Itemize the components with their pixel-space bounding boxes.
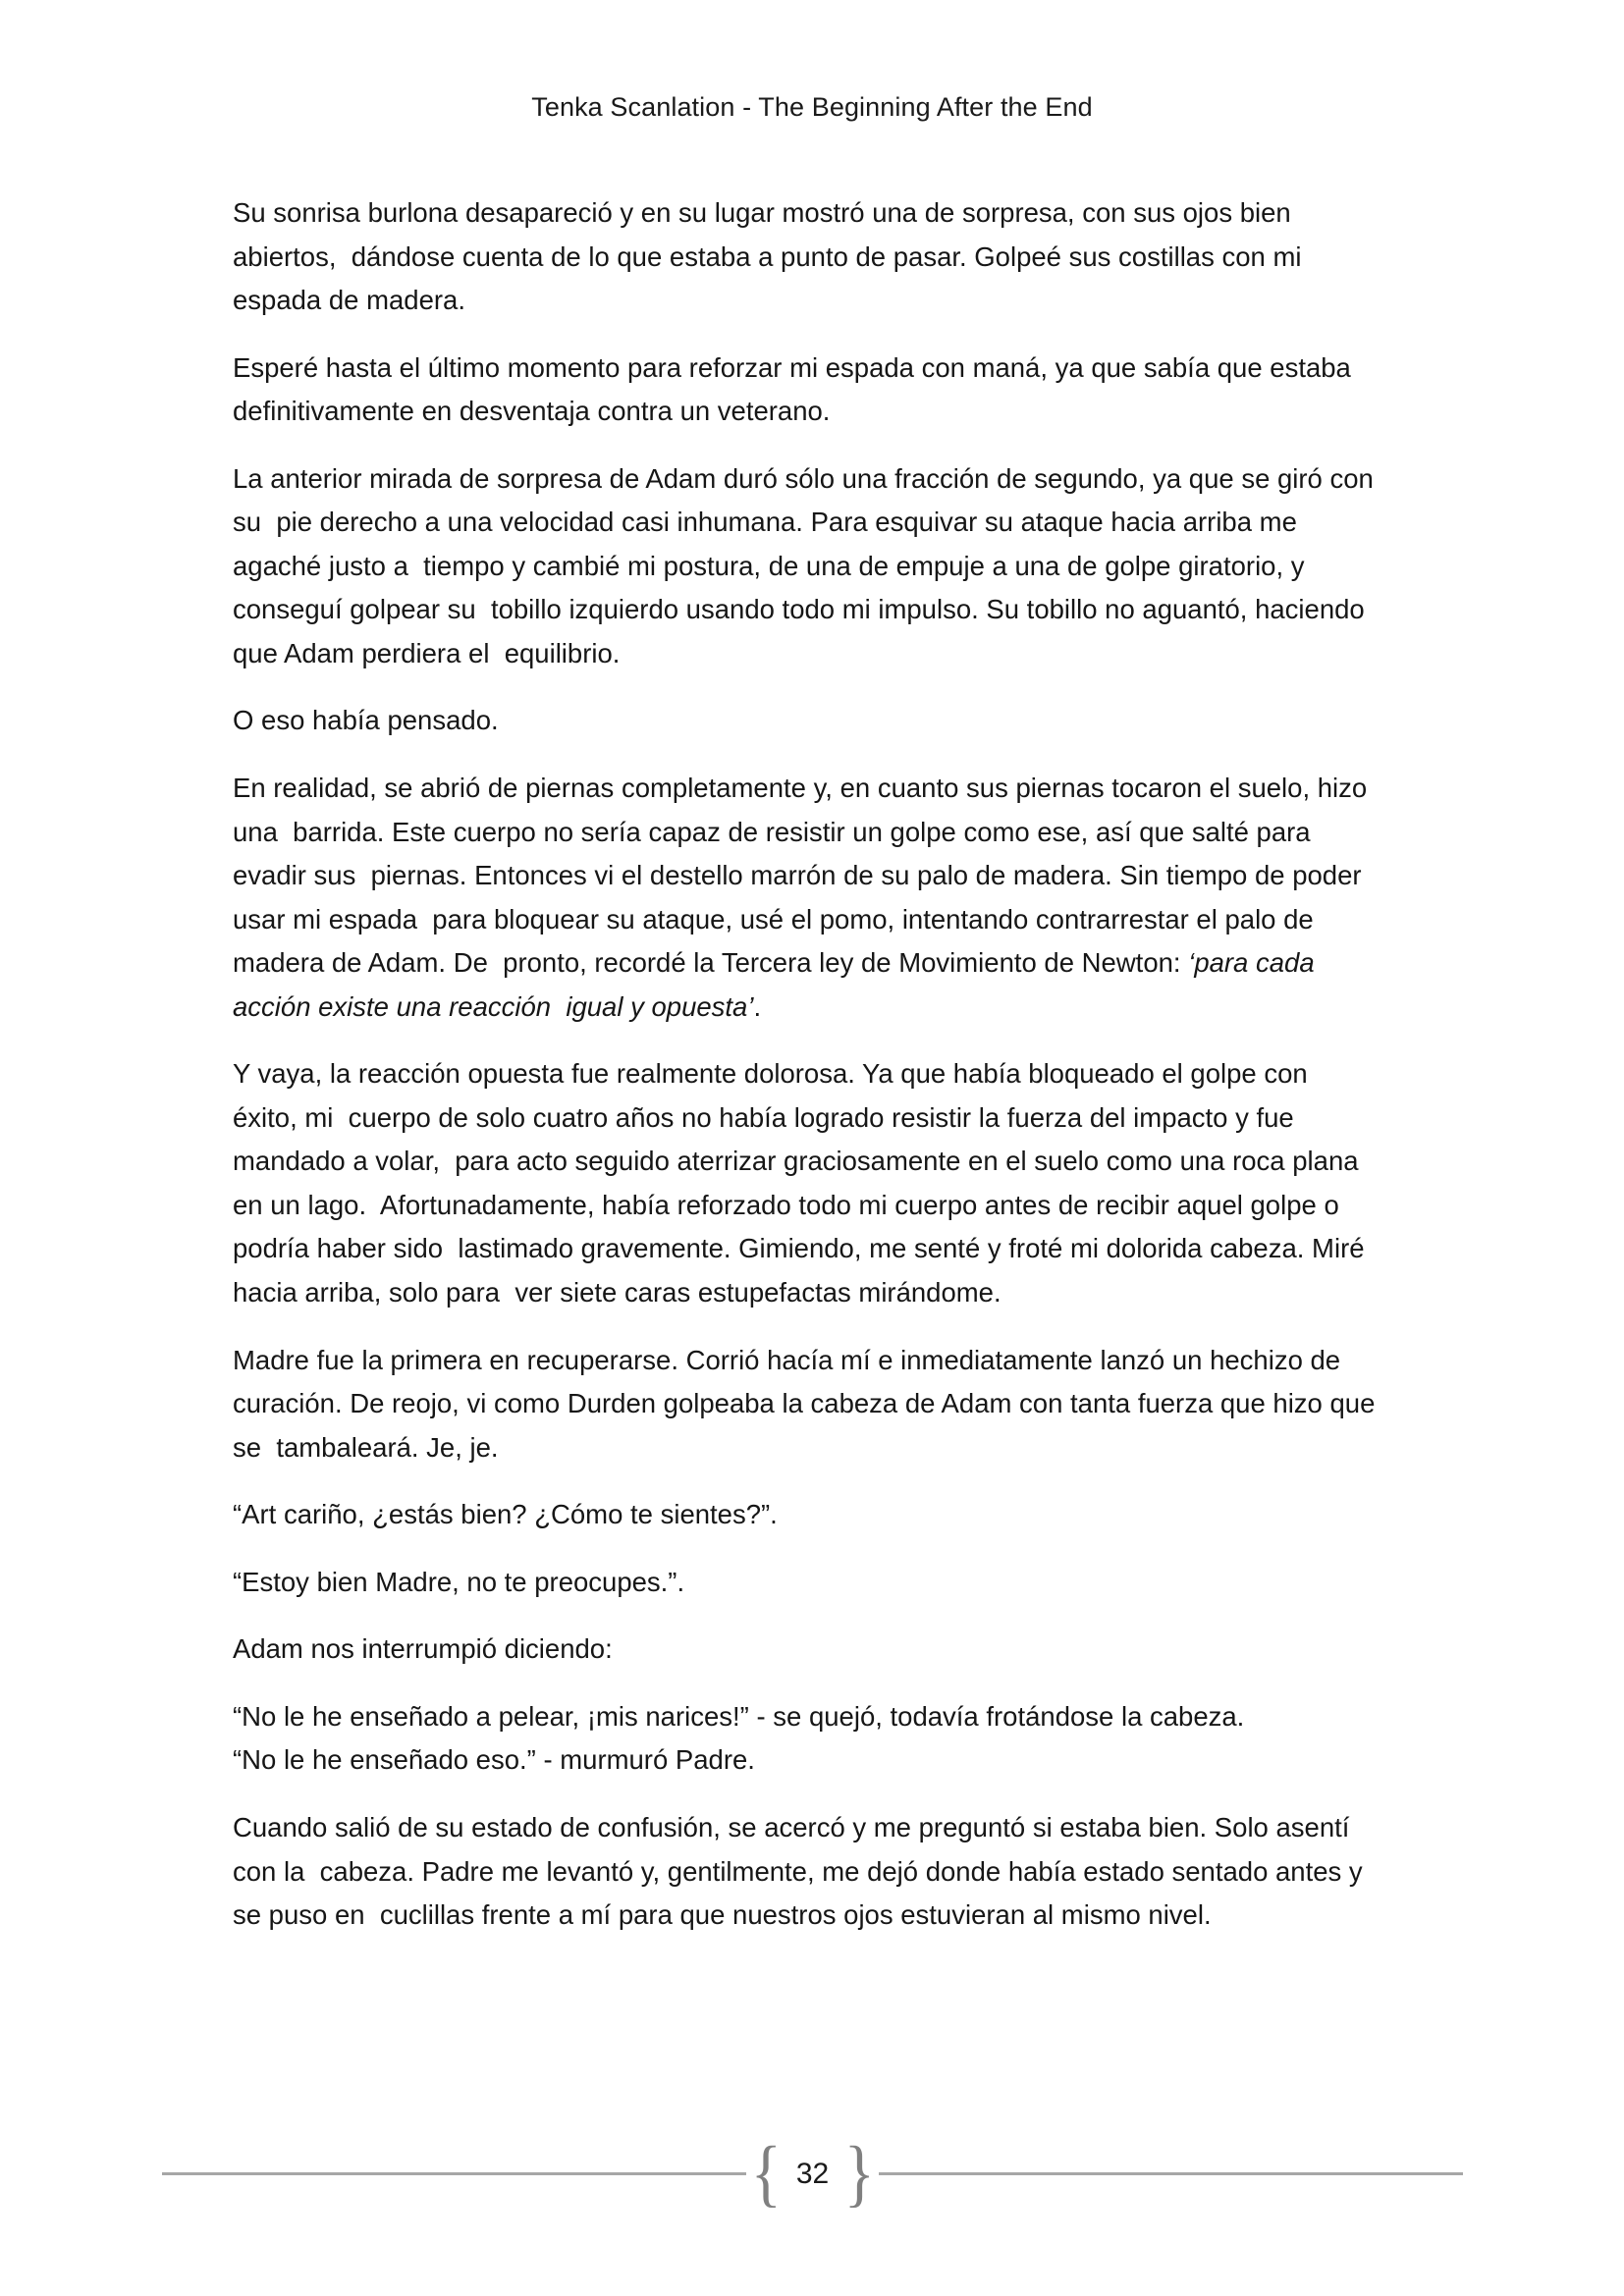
paragraph: Su sonrisa burlona desapareció y en su lugar mostró una de sorpresa, con sus ojos bien abiertos, dándose cuenta de lo que estaba a punto de pasar. Golpeé sus costillas con mi espada de madera. — [233, 197, 1310, 316]
paragraph: Madre fue la primera en recuperarse. Corrió hacía mí e inmediatamente lanzó un hechizo de curación. De reojo, vi como Durden golpeaba la cabeza de Adam con tanta fuerza que hizo que se tambaleará. Je, je. — [233, 1344, 1383, 1463]
dialogue-line: “No le he enseñado eso.” - murmuró Padre. — [233, 1744, 755, 1776]
footer-rule-right — [879, 2172, 1463, 2175]
paragraph: Adam nos interrumpió diciendo: — [233, 1633, 613, 1665]
brace-left-icon: { — [750, 2132, 782, 2215]
footer-rule-group — [162, 2132, 1463, 2215]
paragraph: Cuando salió de su estado de confusión, se acercó y me preguntó si estaba bien. Solo asentí con la cabeza. Padre me levantó y, gentilmente, me dejó donde había estado sentado antes y se puso en cuclillas frente a mí para que nuestros ojos estuvieran al mismo nivel. — [233, 1811, 1371, 1931]
paragraph-with-quote — [233, 767, 1380, 1029]
page-number: 32 — [795, 2157, 830, 2190]
paragraph: Esperé hasta el último momento para reforzar mi espada con maná, ya que sabía que estaba definitivamente en desventaja contra un veterano. — [233, 351, 1367, 427]
paragraph: O eso había pensado. — [233, 705, 499, 736]
dialogue-line: “Art cariño, ¿estás bien? ¿Cómo te sientes?”. — [233, 1499, 778, 1530]
dialogue-line: “Estoy bien Madre, no te preocupes.”. — [233, 1566, 685, 1597]
page-footer — [0, 2132, 1624, 2296]
page-header-title: Tenka Scanlation - The Beginning After the End — [531, 92, 1093, 122]
paragraph-text-after-quote: . — [753, 990, 762, 1022]
footer-rule-left — [162, 2172, 746, 2175]
dialogue-line: “No le he enseñado a pelear, ¡mis narices!” - se quejó, todavía frotándose la cabeza. — [233, 1700, 1245, 1732]
document-body — [233, 191, 1383, 1961]
paragraph: Y vaya, la reacción opuesta fue realmente dolorosa. Ya que había bloqueado el golpe con éxito, mi cuerpo de solo cuatro años no había logrado resistir la fuerza del impacto y fue mandado a volar, para acto seguido aterrizar graciosamente en el suelo como una roca plana en un lago. Afortunadamente, había reforzado todo mi cuerpo antes de recibir aquel golpe o podría haber sido lastimado gravemente. Gimiendo, me senté y froté mi dolorida cabeza. Miré hacia arriba, solo para ver siete caras estupefactas mirándome. — [233, 1058, 1373, 1308]
paragraph: La anterior mirada de sorpresa de Adam duró sólo una fracción de segundo, ya que se giró con su pie derecho a una velocidad casi inhumana. Para esquivar su ataque hacia arriba me agaché justo a tiempo y cambié mi postura, de una de empuje a una de golpe giratorio, y conseguí golpear su tobillo izquierdo usando todo mi impulso. Su tobillo no aguantó, haciendo que Adam perdiera el equilibrio. — [233, 462, 1381, 668]
newton-law-quote: ‘para cada acción existe una reacción igual y opuesta’ — [233, 947, 1323, 1022]
brace-right-icon: } — [843, 2132, 875, 2215]
paragraph-text-before-quote: En realidad, se abrió de piernas completamente y, en cuanto sus piernas tocaron el suelo, hizo una barrida. Este cuerpo no sería capaz de resistir un golpe como ese, así que salté para evadir sus piernas. Entonces vi el destello marrón de su palo de madera. Sin tiempo de poder usar mi espada para bloquear su ataque, usé el pomo, intentando contrarrestar el palo de madera de Adam. De pronto, recordé la Tercera ley de Movimiento de Newton: — [233, 773, 1375, 979]
page-number-group — [746, 2132, 879, 2215]
page-header — [0, 92, 1624, 123]
